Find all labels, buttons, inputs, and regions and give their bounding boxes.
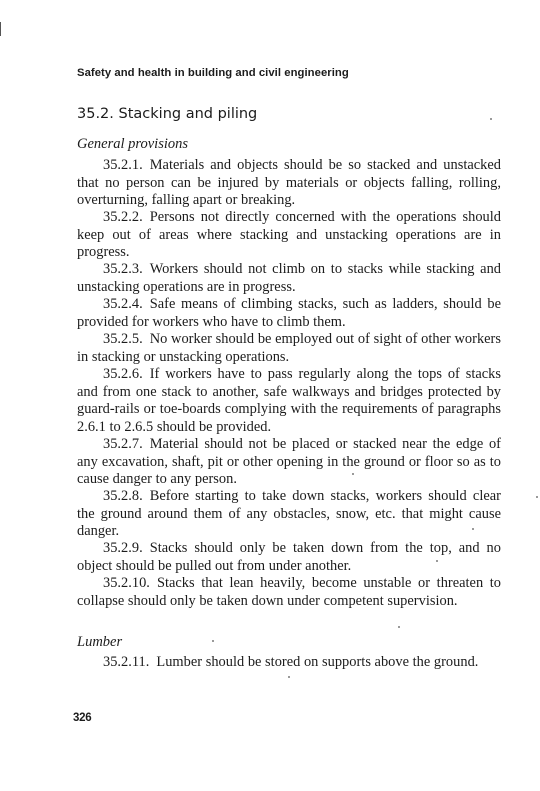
paragraph-35-2-3: [77, 261, 501, 296]
paragraph-35-2-4: [77, 296, 501, 331]
scan-speck: [436, 560, 438, 562]
paragraph-text: Workers should not climb on to stacks while stacking and unstacking operations are in progress.: [77, 261, 501, 295]
paragraph-35-2-1: [77, 157, 501, 210]
paragraph-35-2-5: [77, 331, 501, 366]
paragraph-35-2-6: [77, 366, 501, 436]
paragraph-text: Safe means of climbing stacks, such as ladders, should be provided for workers who have to climb them.: [77, 296, 501, 330]
paragraph-number: 35.2.6.: [103, 366, 143, 382]
scan-speck: [472, 528, 474, 530]
paragraph-35-2-9: [77, 540, 501, 575]
paragraph-text: Lumber should be stored on supports above the ground.: [156, 654, 479, 670]
scan-speck: [490, 118, 492, 120]
paragraph-text: Stacks that lean heavily, become unstable or threaten to collapse should only be taken down under competent supervision.: [77, 575, 501, 609]
paragraph-number: 35.2.8.: [103, 488, 143, 504]
paragraph-number: 35.2.4.: [103, 296, 143, 312]
paragraph-text: If workers have to pass regularly along the tops of stacks and from one stack to another, safe walkways and bridges protected by guard-rails or toe-boards complying with the requirements of paragraphs 2.6.1 to 2.6.5 should be provided.: [77, 366, 501, 435]
scan-edge-mark: [0, 22, 1, 36]
paragraph-number: 35.2.11.: [103, 654, 150, 670]
paragraph-number: 35.2.7.: [103, 436, 143, 452]
scan-speck: [212, 640, 214, 642]
paragraph-text: Before starting to take down stacks, workers should clear the ground around them of any obstacles, snow, etc. that might cause danger.: [77, 488, 501, 540]
paragraph-number: 35.2.10.: [103, 575, 150, 591]
scan-speck: [398, 626, 400, 628]
paragraph-number: 35.2.2.: [103, 209, 143, 225]
paragraph-number: 35.2.1.: [103, 157, 143, 173]
paragraph-number: 35.2.5.: [103, 331, 143, 347]
running-head: Safety and health in building and civil engineering: [77, 67, 349, 79]
section-heading: [77, 106, 257, 122]
scan-speck: [352, 473, 354, 475]
paragraph-text: Materials and objects should be so stacked and unstacked that no person can be injured by materials or objects falling, rolling, overturning, falling apart or breaking.: [77, 157, 501, 209]
paragraph-text: Stacks should only be taken down from the top, and no object should be pulled out from under another.: [77, 540, 501, 574]
paragraph-text: Persons not directly concerned with the operations should keep out of areas where stacking and unstacking operations are in progress.: [77, 209, 501, 261]
paragraph-35-2-10: [77, 575, 501, 610]
paragraph-number: 35.2.9.: [103, 540, 143, 556]
subheading-general-provisions: General provisions: [77, 136, 189, 152]
scan-speck: [536, 496, 538, 498]
paragraph-text: No worker should be employed out of sight of other workers in stacking or unstacking operations.: [77, 331, 501, 365]
paragraph-35-2-2: [77, 209, 501, 262]
paragraph-35-2-8: [77, 488, 501, 541]
section-number: 35.2.: [77, 106, 114, 122]
section-title: Stacking and piling: [118, 106, 258, 122]
subheading-lumber: Lumber: [77, 634, 123, 650]
paragraph-text: Material should not be placed or stacked near the edge of any excavation, shaft, pit or other opening in the ground or floor so as to cause danger to any person.: [77, 436, 501, 488]
paragraph-35-2-7: [77, 436, 501, 489]
scan-speck: [288, 676, 290, 678]
paragraph-number: 35.2.3.: [103, 261, 143, 277]
paragraph-35-2-11: [77, 654, 501, 672]
page-number: 326: [73, 712, 92, 724]
